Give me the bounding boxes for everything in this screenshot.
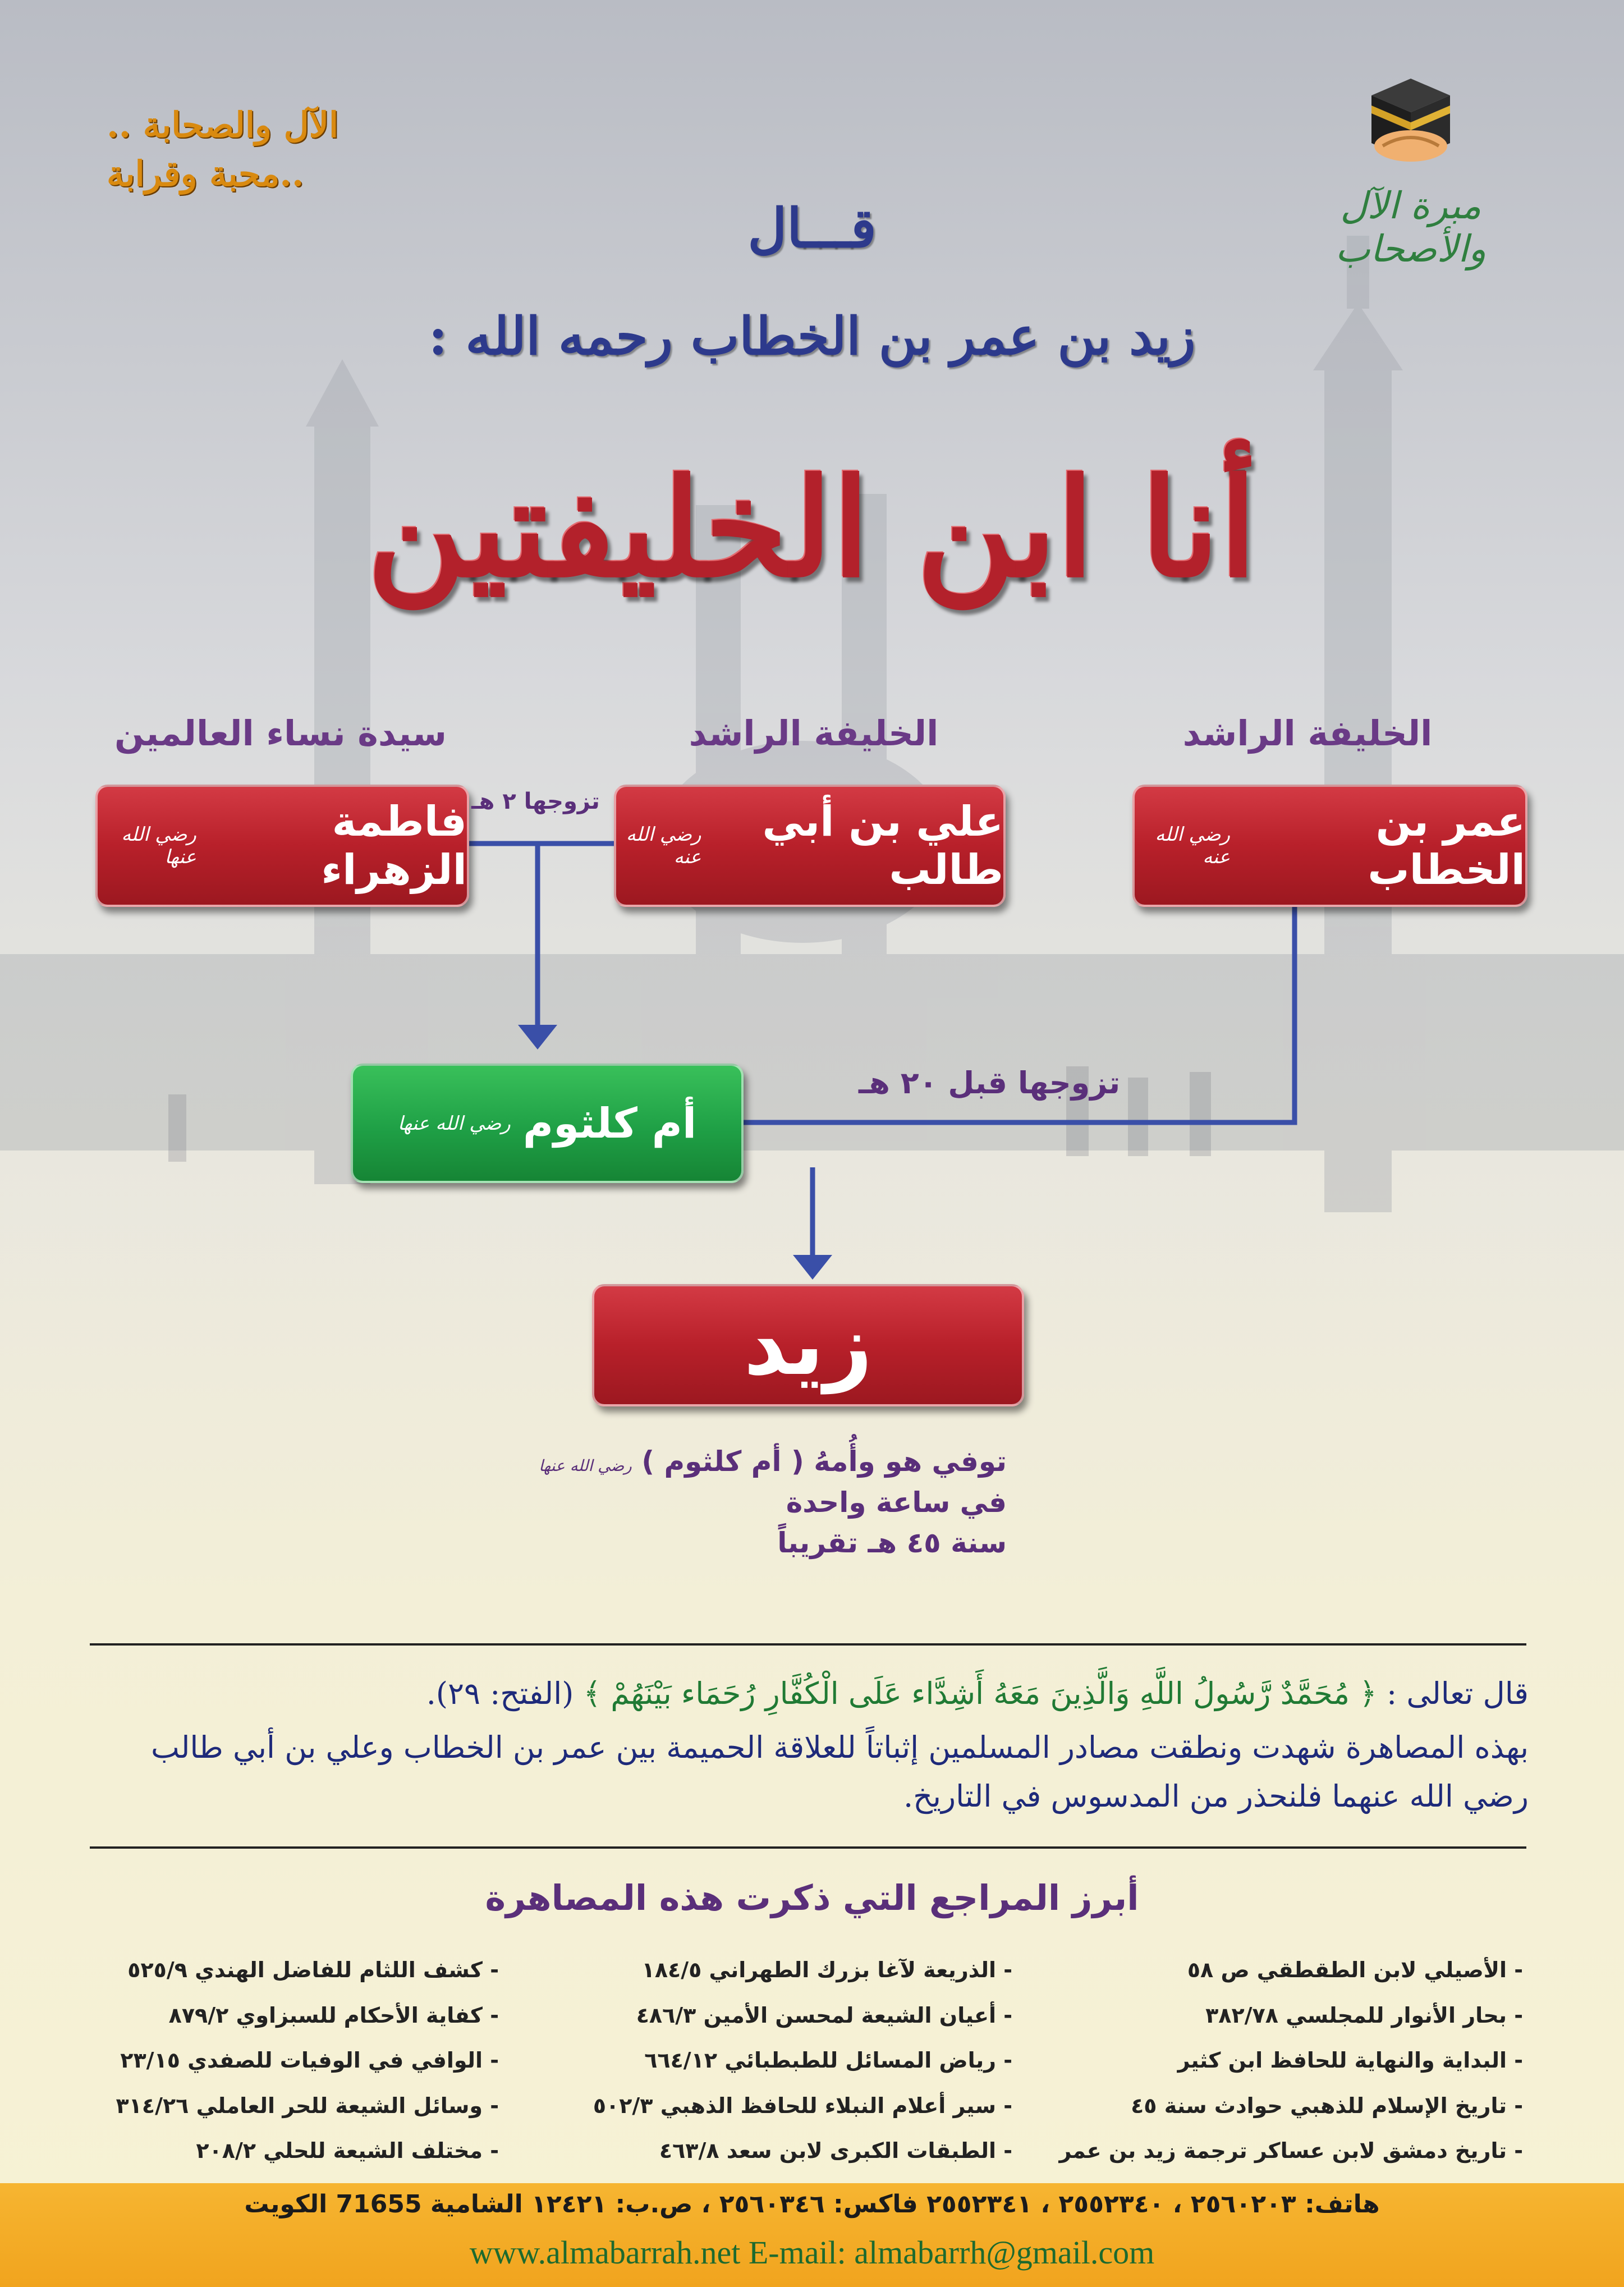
honorific-ali: رضي الله عنه (626, 823, 701, 868)
footer-contact: هاتف: ٢٥٦٠٢٠٣ ، ٢٥٥٢٣٤٠ ، ٢٥٥٢٣٤١ فاكس: ٢٥٦٠٣٤٦ ، ص.ب: ١٢٤٢١ الشامية 71655 الكويت (244, 2190, 1380, 2219)
reference-item: - مختلف الشيعة للحلي ٢٠٨/٢ (196, 2138, 499, 2164)
page-title: أنا ابن الخليفتين (367, 449, 1257, 607)
quote-intro: قال تعالى : (1386, 1676, 1529, 1711)
header-speaker: زيد بن عمر بن الخطاب رحمه الله : (428, 306, 1196, 366)
role-ali: الخليفة الراشد (689, 713, 939, 754)
death-line-1-text: توفي هو وأُمهُ ( أم كلثوم ) (641, 1445, 1007, 1478)
person-box-umar (1132, 785, 1527, 907)
death-line-1 (513, 1441, 1007, 1482)
death-line-3: سنة ٤٥ هـ تقريباً (777, 1527, 1007, 1559)
reference-item: - تاريخ دمشق لابن عساكر ترجمة زيد بن عمر (1059, 2138, 1523, 2164)
role-fatima: سيدة نساء العالمين (114, 713, 447, 754)
reference-item: - الذريعة لآغا بزرك الطهراني ١٨٤/٥ (641, 1958, 1012, 1982)
person-box-ali (614, 785, 1006, 907)
reference-item: - بحار الأنوار للمجلسي ٣٨٢/٧٨ (1205, 2002, 1523, 2028)
name-ali: علي بن أبي طالب (762, 798, 1003, 894)
name-umar: عمر بن الخطاب (1368, 798, 1525, 894)
honorific-fatima: رضي الله عنها (121, 823, 196, 868)
quote-verse-line (92, 1670, 1529, 1718)
reference-item: - كفاية الأحكام للسبزاوي ٨٧٩/٢ (168, 2002, 499, 2028)
death-honorific: رضي الله عنها (539, 1456, 632, 1475)
brand-logo-text: مبرة الآل والأصحاب (1335, 184, 1487, 271)
reference-item: - كشف اللثام للفاضل الهندي ٥٢٥/٩ (127, 1958, 499, 1982)
quote-block (92, 1670, 1529, 1821)
arrow-head-zaid (793, 1255, 832, 1280)
header-qaal: قـــال (747, 196, 877, 260)
reference-item: - وسائل الشيعة للحر العاملي ٣١٤/٢٦ (116, 2093, 499, 2118)
reference-item: - الطبقات الكبرى لابن سعد ٤٦٣/٨ (659, 2138, 1012, 2164)
slogan-line-2: ..محبة وقرابة (107, 153, 304, 194)
arrow-head-umm-kulthum (518, 1025, 557, 1049)
name-fatima: فاطمة الزهراء (321, 798, 467, 894)
reference-item: - رياض المسائل للطبطبائي ٦٦٤/١٢ (644, 2048, 1012, 2073)
divider-bottom (90, 1846, 1526, 1849)
references-col-middle (575, 1947, 1012, 2174)
references-col-left (106, 1947, 499, 2174)
death-line-2: في ساعة واحدة (786, 1486, 1007, 1519)
person-box-zaid (592, 1284, 1024, 1406)
person-box-umm-kulthum (351, 1064, 744, 1183)
reference-item: - أعيان الشيعة لمحسن الأمين ٤٨٦/٣ (636, 2002, 1012, 2028)
quote-ref: (الفتح: ٢٩). (426, 1676, 574, 1711)
reference-item: - الوافي في الوفيات للصفدي ٢٣/١٥ (120, 2048, 499, 2073)
reference-item: - سير أعلام النبلاء للحافظ الذهبي ٥٠٢/٣ (593, 2093, 1012, 2118)
quote-verse: ﴿ مُحَمَّدٌ رَّسُولُ اللَّهِ وَالَّذِينَ مَعَهُ أَشِدَّاء عَلَى الْكُفَّارِ رُحَمَاء بَيْنَهُمْ ﴾ (583, 1676, 1377, 1711)
divider-top (90, 1643, 1526, 1646)
person-box-fatima (95, 785, 469, 907)
death-note (513, 1441, 1007, 1564)
reference-item: - البداية والنهاية للحافظ ابن كثير (1177, 2048, 1523, 2073)
label-married-20h: تزوجها قبل ٢٠ هـ (859, 1065, 1121, 1101)
role-umar: الخليفة الراشد (1182, 713, 1433, 754)
honorific-umar: رضي الله عنه (1155, 823, 1231, 868)
footer-web-email[interactable]: www.almabarrah.net E-mail: almabarrh@gmail.com (469, 2234, 1155, 2271)
footer (0, 2183, 1624, 2287)
label-married-2h: تزوجها ٢ هـ (471, 789, 600, 814)
quote-body: بهذه المصاهرة شهدت ونطقت مصادر المسلمين إثباتاً للعلاقة الحميمة بين عمر بن الخطاب وعلي بن أبي طالب رضي الله عنهما فلنحذر من المدسوس في التاريخ. (150, 1730, 1529, 1814)
name-zaid: زيد (744, 1296, 873, 1394)
honorific-umm-kulthum: رضي الله عنها (397, 1112, 511, 1135)
references-col-right (1040, 1947, 1523, 2219)
reference-item: - الأصيلي لابن الطقطقي ص ٥٨ (1187, 1958, 1523, 1982)
name-umm-kulthum: أم كلثوم (522, 1099, 697, 1148)
reference-item: - تاريخ الإسلام للذهبي حوادث سنة ٤٥ (1131, 2093, 1523, 2118)
slogan-line-1: الآل والصحابة .. (107, 104, 339, 145)
references-title: أبرز المراجع التي ذكرت هذه المصاهرة (485, 1877, 1139, 1918)
